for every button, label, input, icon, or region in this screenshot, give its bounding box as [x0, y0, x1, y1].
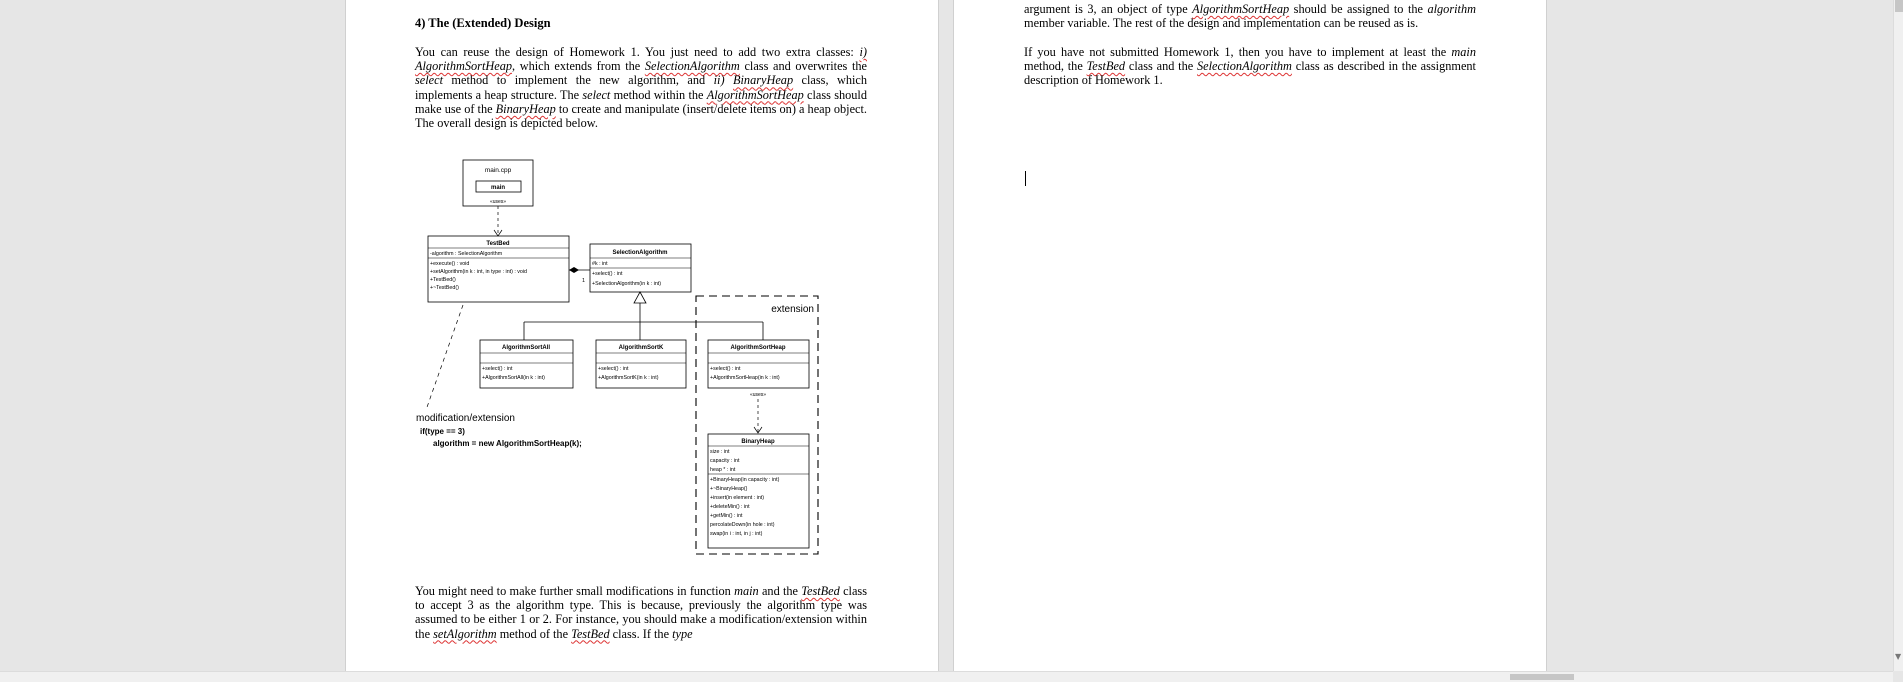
sortheap-class-name: AlgorithmSortHeap	[730, 345, 786, 351]
sortall-method: +select() : int	[482, 366, 513, 372]
text-cursor	[1025, 171, 1026, 186]
testbed-attr: -algorithm : SelectionAlgorithm	[430, 251, 503, 257]
paragraph-homework1-note[interactable]: If you have not submitted Homework 1, then you have to implement at least the main method, the TestBed class and the SelectionAlgorithm class as described in the assignment description of Homework 1.	[1024, 45, 1476, 88]
vertical-scrollbar[interactable]	[1893, 0, 1903, 671]
selection-method: +select() : int	[592, 271, 623, 277]
selection-method: +SelectionAlgorithm(in k : int)	[592, 281, 662, 287]
uses-stereotype-1: «uses»	[489, 199, 507, 205]
document-page-1[interactable]	[345, 0, 939, 681]
uml-class-diagram	[408, 150, 828, 570]
sortk-method: +select() : int	[598, 366, 629, 372]
binaryheap-method: +~BinaryHeap()	[710, 486, 748, 492]
scroll-down-arrow-icon[interactable]: ▼	[1895, 652, 1902, 661]
horizontal-scroll-thumb[interactable]	[1510, 674, 1574, 680]
testbed-method: +~TestBed()	[430, 285, 459, 291]
selection-class-name: SelectionAlgorithm	[612, 250, 668, 256]
testbed-class-name: TestBed	[486, 241, 510, 247]
binaryheap-attr: size : int	[710, 449, 730, 455]
sortall-method: +AlgorithmSortAll(in k : int)	[482, 375, 545, 381]
paragraph-modifications[interactable]: You might need to make further small modifications in function main and the TestBed class to accept 3 as the algorithm type. This is because, previously the algorithm type was assumed to be either 1 or 2. For instance, you should make a modification/extension within the setAlgorithm method of the TestBed class. If the type	[415, 584, 867, 641]
paragraph-type-argument[interactable]: argument is 3, an object of type AlgorithmSortHeap should be assigned to the algorithm member variable. The rest of the design and implementation can be reused as is.	[1024, 2, 1476, 31]
binaryheap-method: +deleteMin() : int	[710, 504, 750, 510]
sortheap-method: +AlgorithmSortHeap(in k : int)	[710, 375, 780, 381]
selection-attr: #k : int	[592, 261, 608, 267]
code-line-2: algorithm = new AlgorithmSortHeap(k);	[433, 439, 582, 448]
sortk-class-name: AlgorithmSortK	[618, 345, 664, 351]
binaryheap-attr: capacity : int	[710, 458, 740, 464]
binaryheap-method: percolateDown(in hole : int)	[710, 522, 775, 528]
section-heading: 4) The (Extended) Design	[415, 16, 551, 30]
binaryheap-method: swap(in i : int, in j : int)	[710, 531, 763, 537]
sortheap-method: +select() : int	[710, 366, 741, 372]
horizontal-scrollbar[interactable]	[0, 671, 1893, 682]
sortk-method: +AlgorithmSortK(in k : int)	[598, 375, 659, 381]
binaryheap-method: +insert(in element : int)	[710, 495, 765, 501]
modification-label: modification/extension	[416, 413, 515, 424]
binaryheap-method: +getMin() : int	[710, 513, 743, 519]
multiplicity-label: 1	[582, 278, 586, 284]
testbed-method: +TestBed()	[430, 277, 456, 283]
document-page-2[interactable]	[953, 0, 1547, 681]
main-package-label: main.cpp	[484, 167, 512, 174]
uses-stereotype-2: «uses»	[749, 392, 767, 398]
extension-label: extension	[771, 304, 814, 315]
binaryheap-method: +BinaryHeap(in capacity : int)	[710, 477, 780, 483]
binaryheap-attr: heap * : int	[710, 467, 736, 473]
testbed-method: +execute() : void	[430, 261, 470, 267]
paragraph-design-intro[interactable]: You can reuse the design of Homework 1. You just need to add two extra classes: i) AlgorithmSortHeap, which extends from the SelectionAlgorithm class and overwrites the select method to implement the new algorithm, and ii) BinaryHeap class, which implements a heap structure. The select method within the AlgorithmSortHeap class should make use of the BinaryHeap to create and manipulate (insert/delete items on) a heap object. The overall design is depicted below.	[415, 45, 867, 131]
sortall-class-name: AlgorithmSortAll	[502, 345, 550, 351]
composition-diamond	[569, 267, 579, 273]
testbed-method: +setAlgorithm(in k : int, in type : int) : void	[430, 269, 528, 275]
vertical-scroll-thumb[interactable]	[1895, 0, 1903, 12]
modification-leader-line	[426, 305, 463, 410]
code-line-1: if(type == 3)	[420, 427, 465, 436]
binaryheap-class-name: BinaryHeap	[741, 439, 775, 445]
inheritance-triangle	[634, 292, 646, 303]
main-function-label: main	[490, 185, 506, 191]
